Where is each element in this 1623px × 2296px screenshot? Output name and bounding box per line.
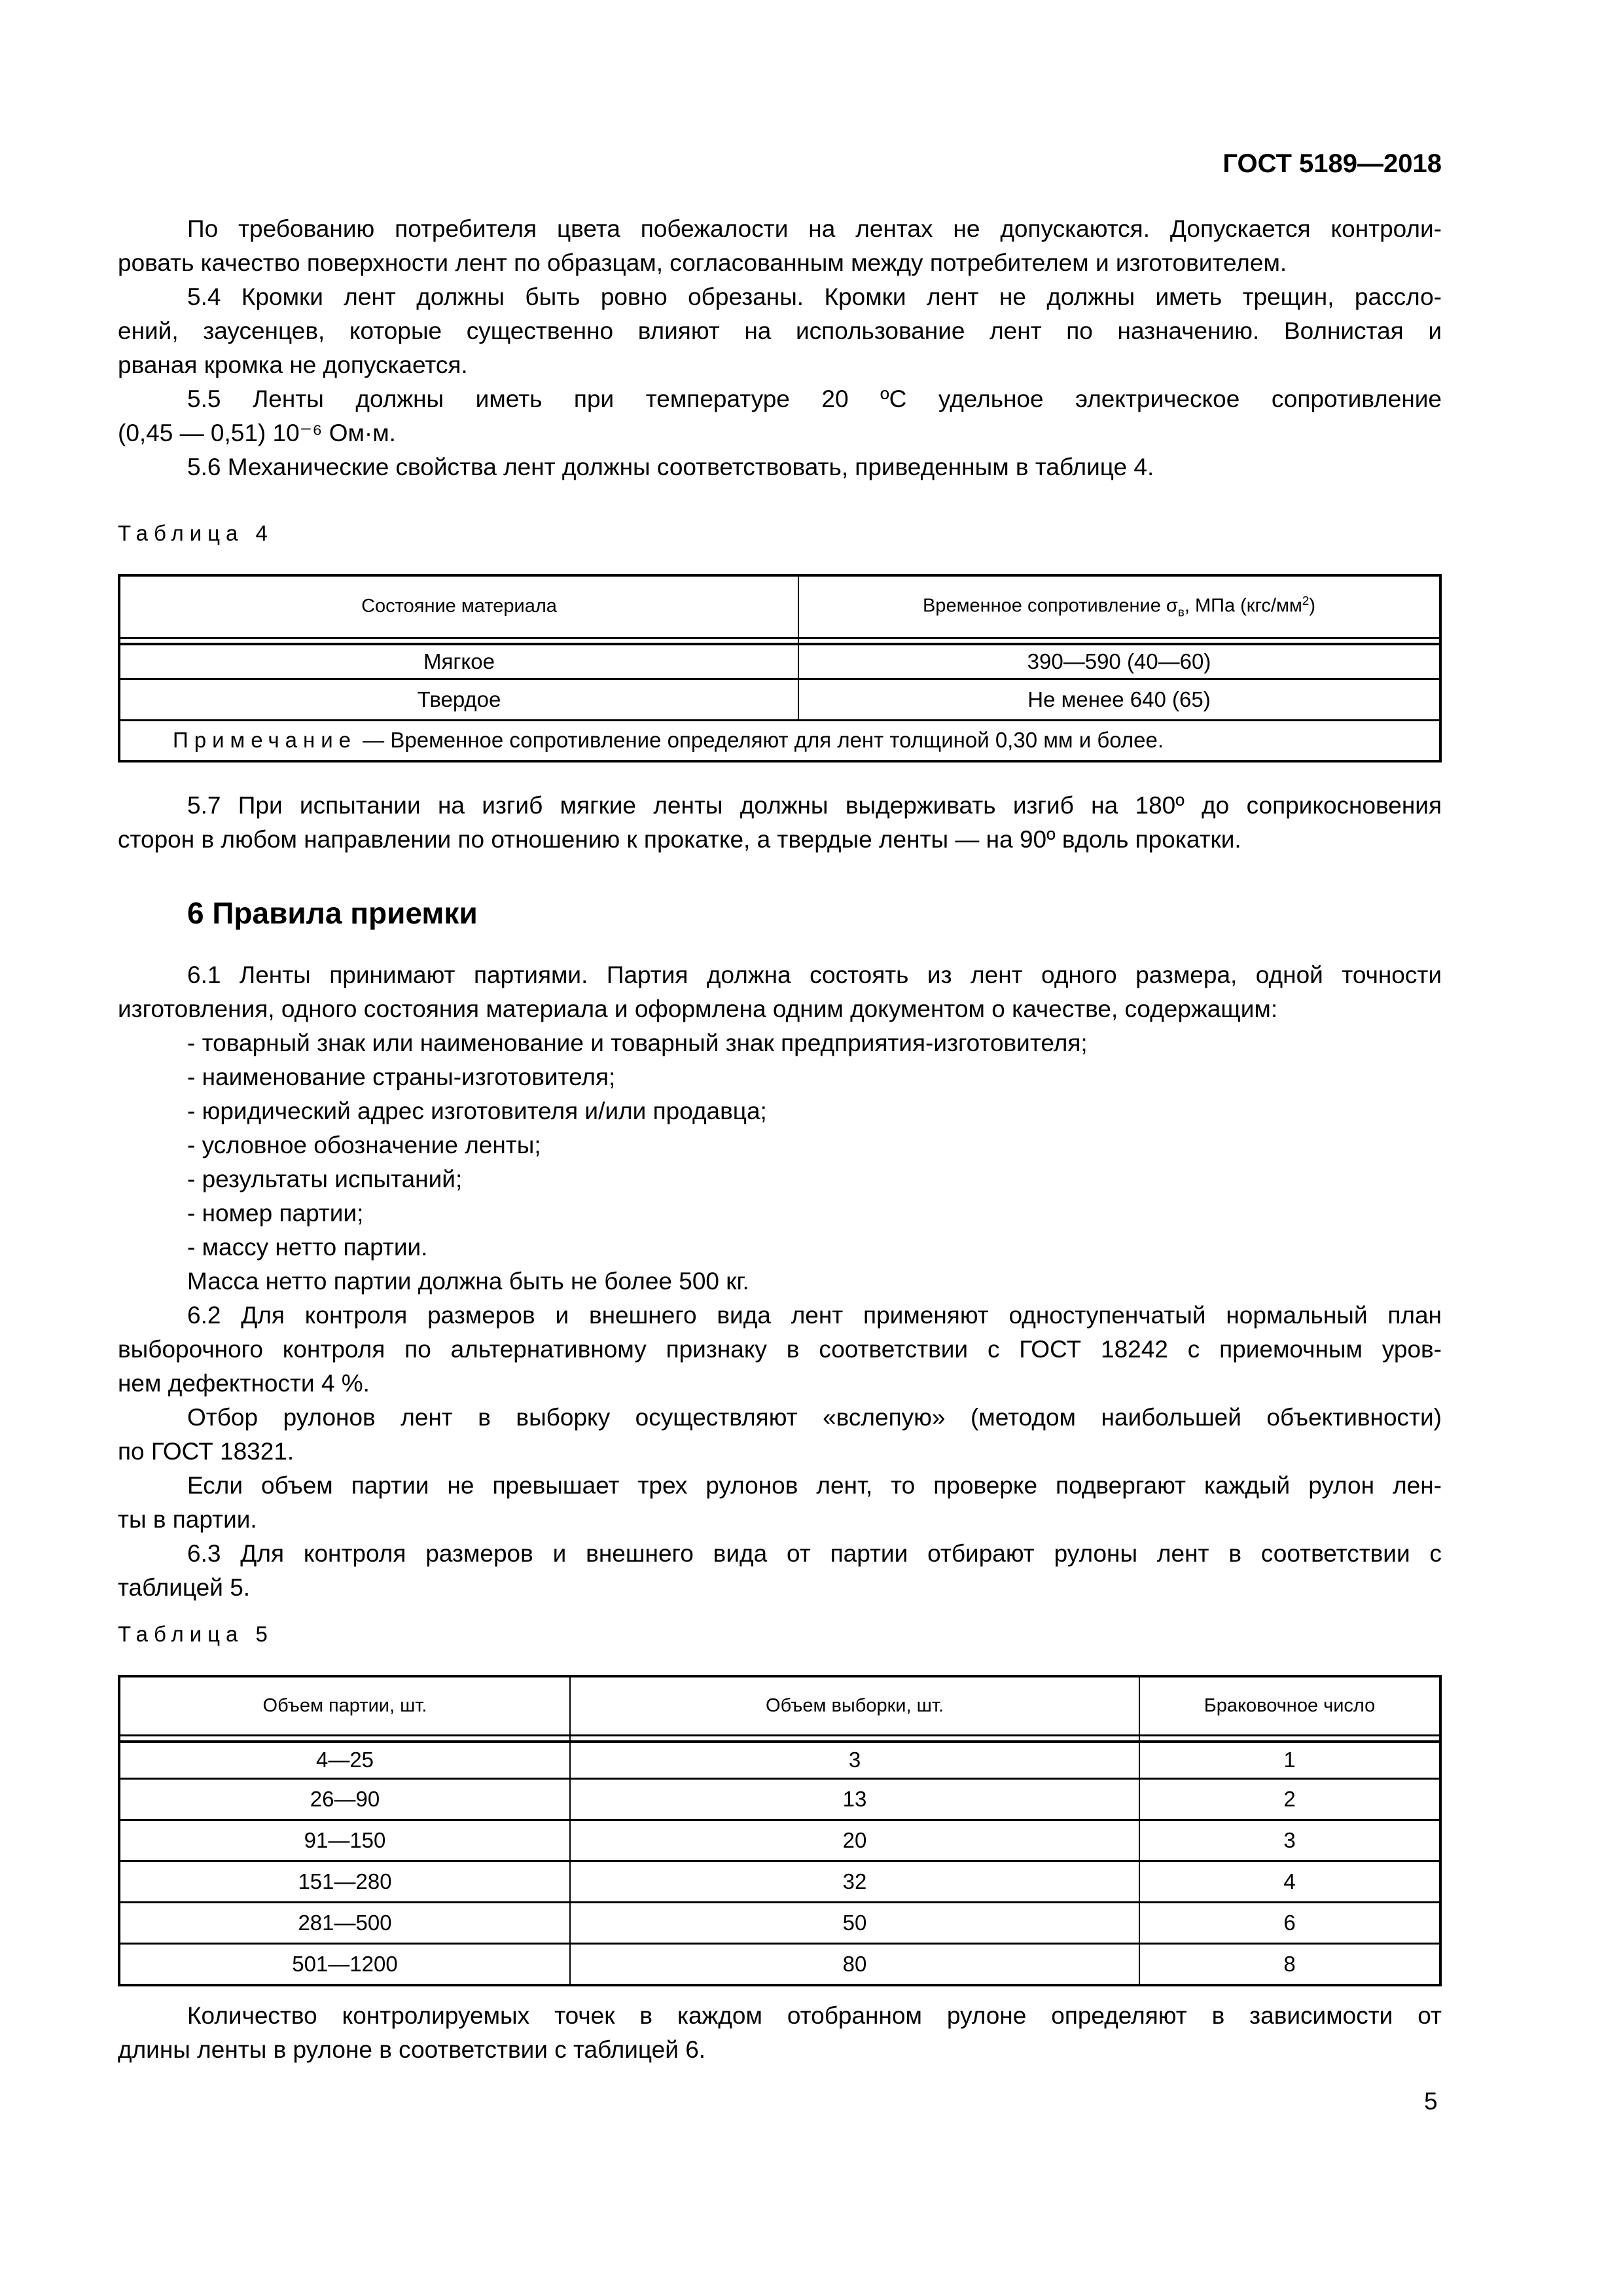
table-cell: 80 [570,1944,1139,1985]
text-line: Количество контролируемых точек в каждом отобранном рулоне определяют в зависимости от [187,2002,1442,2029]
table-cell: 13 [570,1779,1139,1820]
table-cell: 2 [1139,1779,1440,1820]
text-line: изготовления, одного состояния материала и оформлена одним документом о качестве, содержащим: [118,996,1278,1022]
header-unit: , МПа (кгс/мм [1184,595,1302,617]
header-end: ) [1309,595,1316,617]
table-cell: 151—280 [119,1861,570,1903]
table-cell: 8 [1139,1944,1440,1985]
text-line: ений, заусенцев, которые существенно влияют на использование лент по назначению. Волнистая и [118,317,1442,344]
text-line: по ГОСТ 18321. [118,1438,294,1465]
table-5-header-reject-number: Браковочное число [1139,1676,1440,1735]
text-line: сторон в любом направлении по отношению к прокатке, а твердые ленты — на 90º вдоль прокатки. [118,826,1241,853]
text-line: По требованию потребителя цвета побежалости на лентах не допускаются. Допускается контроли- [187,215,1442,242]
text-line: - наименование страны-изготовителя; [187,1064,616,1090]
text-line: 5.7 При испытании на изгиб мягкие ленты должны выдерживать изгиб на 180º до соприкосновения [187,792,1442,819]
text-line: - юридический адрес изготовителя и/или продавца; [187,1098,767,1124]
table-cell: 26—90 [119,1779,570,1820]
header-superscript: 2 [1302,594,1310,608]
table-cell: 390—590 (40—60) [798,644,1440,679]
table-cell: Мягкое [119,644,798,679]
section-6-heading: 6 Правила приемки [187,896,478,930]
table-cell: Твердое [119,679,798,721]
note-label: Примечание [173,728,357,753]
text-line: - товарный знак или наименование и товарный знак предприятия-изготовителя; [187,1030,1088,1056]
text-line: Отбор рулонов лент в выборку осуществляют «вслепую» (методом наибольшей объективности) [187,1404,1442,1431]
table-cell: 281—500 [119,1903,570,1944]
text-line: ты в партии. [118,1506,257,1533]
text-line: (0,45 — 0,51) 10⁻⁶ Ом·м. [118,420,396,446]
table-4-header-strength [798,575,1440,637]
final-paragraph [118,1999,1442,2067]
text-line: 6.1 Ленты принимают партиями. Партия должна состоять из лент одного размера, одной точности [187,961,1442,988]
table-row [119,1861,1440,1903]
table-row [119,679,1440,721]
table-cell: 3 [570,1742,1139,1779]
text-line: нем дефектности 4 %. [118,1370,370,1397]
table-cell: Не менее 640 (65) [798,679,1440,721]
text-line: 5.5 Ленты должны иметь при температуре 20 ºС удельное электрическое сопротивление [187,386,1442,412]
text-line: - условное обозначение ленты; [187,1132,541,1158]
table-row [119,1903,1440,1944]
table-cell: 50 [570,1903,1139,1944]
table-row [119,644,1440,679]
table-4-note [119,721,1440,761]
table-row [119,1944,1440,1985]
table-note-row [119,721,1440,761]
note-text: — Временное сопротивление определяют для лент толщиной 0,30 мм и более. [357,728,1164,753]
table-5 [118,1675,1442,1986]
table-4 [118,574,1442,762]
table-4-caption: Таблица 4 [118,521,274,545]
text-line: 6.2 Для контроля размеров и внешнего вида лент применяют одноступенчатый нормальный план [187,1302,1442,1329]
table-cell: 91—150 [119,1820,570,1861]
section-5-text [118,212,1442,484]
table-row [119,1779,1440,1820]
text-line: ровать качество поверхности лент по образцам, согласованным между потребителем и изготовителем. [118,249,1287,276]
text-line: - результаты испытаний; [187,1166,463,1193]
document-id: ГОСТ 5189—2018 [1222,149,1442,178]
text-line: Масса нетто партии должна быть не более 500 кг. [187,1268,749,1295]
section-6-text [118,958,1442,1605]
text-line: Если объем партии не превышает трех рулонов лент, то проверке подвергают каждый рулон лен- [187,1472,1442,1499]
table-cell: 1 [1139,1742,1440,1779]
table-cell: 20 [570,1820,1139,1861]
text-line: выборочного контроля по альтернативному признаку в соответствии с ГОСТ 18242 с приемочным уров- [118,1336,1442,1363]
table-5-caption: Таблица 5 [118,1622,274,1646]
table-row [119,1742,1440,1779]
text-line: - массу нетто партии. [187,1234,428,1261]
page-number: 5 [1424,2088,1438,2115]
table-cell: 4 [1139,1861,1440,1903]
table-cell: 32 [570,1861,1139,1903]
header-subscript: в [1177,605,1185,619]
text-line: таблицей 5. [118,1574,251,1601]
table-row [119,1820,1440,1861]
table-cell: 6 [1139,1903,1440,1944]
text-line: 5.6 Механические свойства лент должны соответствовать, приведенным в таблице 4. [187,454,1154,480]
paragraph-5-7 [118,789,1442,857]
text-line: - номер партии; [187,1200,364,1227]
text-line: рваная кромка не допускается. [118,351,468,378]
table-cell: 3 [1139,1820,1440,1861]
text-line: 6.3 Для контроля размеров и внешнего вида от партии отбирают рулоны лент в соответствии с [187,1540,1442,1567]
table-5-header-sample-size: Объем выборки, шт. [570,1676,1139,1735]
table-cell: 501—1200 [119,1944,570,1985]
header-text: Временное сопротивление σ [922,595,1178,617]
table-4-header-state: Состояние материала [119,575,798,637]
text-line: длины ленты в рулоне в соответствии с таблицей 6. [118,2036,706,2063]
table-5-header-lot-size: Объем партии, шт. [119,1676,570,1735]
text-line: 5.4 Кромки лент должны быть ровно обрезаны. Кромки лент не должны иметь трещин, рассло- [187,283,1442,310]
table-cell: 4—25 [119,1742,570,1779]
